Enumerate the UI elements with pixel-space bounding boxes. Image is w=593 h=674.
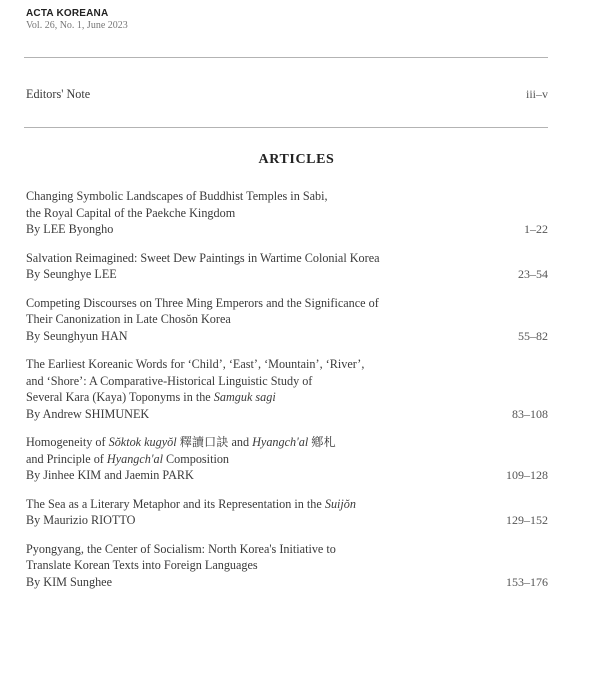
article-pages: 55–82 bbox=[518, 328, 548, 343]
article-text bbox=[26, 356, 364, 422]
article-entry bbox=[26, 434, 548, 484]
editors-note-label: Editors' Note bbox=[26, 87, 91, 101]
article-title: Pyongyang, the Center of Socialism: North Korea's Initiative to Translate Korean Texts into Foreign Languages bbox=[26, 541, 336, 572]
editors-note-pages: iii–v bbox=[525, 87, 548, 101]
article-entry bbox=[26, 250, 548, 283]
article-author: By Seunghye LEE bbox=[26, 267, 117, 281]
article-author: By Seunghyun HAN bbox=[26, 328, 128, 343]
article-text bbox=[26, 541, 336, 591]
article-author: By LEE Byongho bbox=[26, 222, 114, 236]
article-title: The Sea as a Literary Metaphor and its Representation in the Suijŏn bbox=[26, 496, 356, 511]
article-title: Homogeneity of Sŏktok kugyŏl 釋讀口訣 and Hyangch'al 鄕札 and Principle of Hyangch'al Composition bbox=[26, 435, 336, 466]
divider-middle bbox=[24, 127, 548, 128]
section-title: ARTICLES bbox=[258, 152, 335, 167]
article-text bbox=[26, 496, 356, 529]
journal-name: ACTA KOREANA bbox=[26, 8, 109, 19]
article-entry bbox=[26, 295, 548, 345]
article-author: By Maurizio RIOTTO bbox=[26, 513, 136, 527]
article-pages: 153–176 bbox=[506, 574, 548, 589]
divider-top bbox=[24, 57, 548, 58]
article-entry bbox=[26, 541, 548, 591]
article-pages: 109–128 bbox=[506, 468, 548, 482]
editors-note-entry bbox=[26, 86, 548, 103]
article-pages: 83–108 bbox=[512, 406, 548, 421]
article-pages: 129–152 bbox=[506, 513, 548, 527]
article-author: By Jinhee KIM and Jaemin PARK bbox=[26, 468, 194, 482]
article-author: By Andrew SHIMUNEK bbox=[26, 406, 150, 421]
article-entry bbox=[26, 496, 548, 529]
article-text bbox=[26, 188, 328, 238]
article-text bbox=[26, 250, 380, 283]
article-title: Changing Symbolic Landscapes of Buddhist Temples in Sabi, the Royal Capital of the Paekche Kingdom bbox=[26, 189, 328, 220]
article-list bbox=[26, 188, 548, 590]
article-author: By KIM Sunghee bbox=[26, 574, 112, 589]
article-title: Competing Discourses on Three Ming Emperors and the Significance of Their Canonization in Late Chosŏn Korea bbox=[26, 295, 379, 326]
article-pages: 1–22 bbox=[524, 222, 548, 236]
article-pages: 23–54 bbox=[518, 267, 548, 281]
article-text bbox=[26, 434, 336, 484]
article-entry bbox=[26, 356, 548, 422]
article-entry bbox=[26, 188, 548, 238]
journal-issue: Vol. 26, No. 1, June 2023 bbox=[26, 20, 128, 31]
journal-header bbox=[26, 8, 128, 32]
article-text bbox=[26, 295, 379, 345]
article-title: The Earliest Koreanic Words for ‘Child’, ‘East’, ‘Mountain’, ‘River’, and ‘Shore’: A Comparative-Historical Linguistic Study of Several Kara (Kaya) Toponyms in the Samguk sagi bbox=[26, 357, 365, 404]
article-title: Salvation Reimagined: Sweet Dew Paintings in Wartime Colonial Korea bbox=[26, 250, 380, 265]
